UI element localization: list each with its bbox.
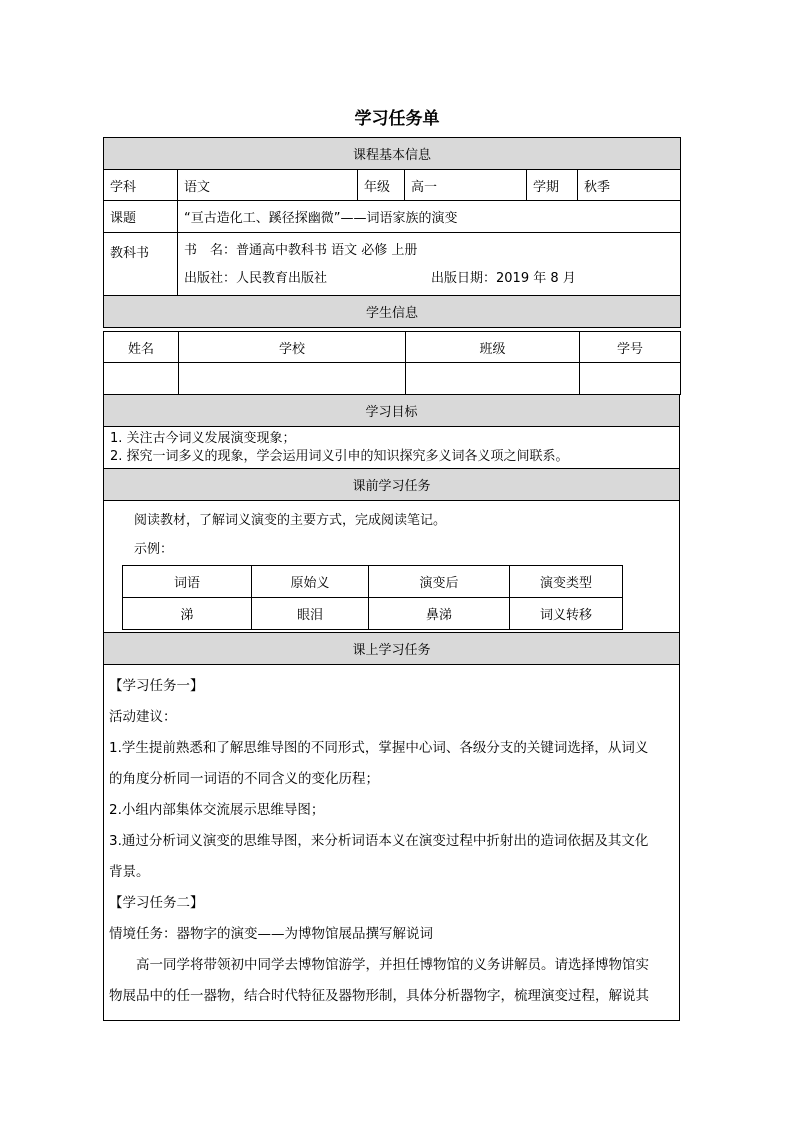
example-original: 眼泪: [252, 598, 369, 630]
example-word: 涕: [123, 598, 252, 630]
goal-item: 2. 探究一词多义的现象，学会运用词义引申的知识探究多义词各义项之间联系。: [110, 448, 569, 464]
pre-class-content: [104, 501, 680, 633]
grade-value: 高一: [405, 170, 527, 201]
scenario-paragraph-b: 物展品中的任一器物，结合时代特征及器物形制，具体分析器物字，梳理演变过程，解说其: [109, 988, 649, 1004]
example-header-word: 词语: [123, 566, 252, 598]
example-header-type: 演变类型: [510, 566, 623, 598]
in-class-content: [104, 665, 680, 1021]
course-info-header: 课程基本信息: [104, 138, 681, 170]
col-student-id: 学号: [580, 332, 681, 363]
student-id-input-cell[interactable]: [580, 363, 681, 395]
task1-title: 【学习任务一】: [109, 678, 204, 694]
task2-title: 【学习任务二】: [109, 895, 204, 911]
example-header-original: 原始义: [252, 566, 369, 598]
subject-label: 学科: [104, 170, 178, 201]
publisher-row: [184, 265, 674, 293]
publisher: 出版社：人民教育出版社: [184, 271, 328, 286]
goal-item: 1. 关注古今词义发展演变现象；: [110, 430, 296, 446]
publish-date: 出版日期：2019 年 8 月: [431, 271, 576, 286]
example-evolved: 鼻涕: [369, 598, 510, 630]
activity-item-3b: 背景。: [109, 864, 150, 880]
activity-item-3a: 3.通过分析词义演变的思维导图，来分析词语本义在演变过程中折射出的造词依据及其文化: [109, 833, 649, 849]
example-header-evolved: 演变后: [369, 566, 510, 598]
example-type: 词义转移: [510, 598, 623, 630]
page-title: 学习任务单: [354, 109, 440, 129]
book-name: 书 名：普通高中教科书 语文 必修 上册: [184, 243, 418, 258]
activity-item-2: 2.小组内部集体交流展示思维导图；: [109, 802, 325, 818]
textbook-info: [178, 233, 681, 296]
scenario-paragraph-a: 高一同学将带领初中同学去博物馆游学，并担任博物馆的义务讲解员。请选择博物馆实: [136, 957, 649, 973]
activity-item-1a: 1.学生提前熟悉和了解思维导图的不同形式，掌握中心词、各级分支的关键词选择，从词义: [109, 740, 649, 756]
in-class-header: 课上学习任务: [104, 633, 680, 665]
term-value: 秋季: [578, 170, 681, 201]
goals-table: [103, 394, 680, 1021]
student-info-table: [103, 331, 681, 395]
example-label: 示例：: [134, 542, 174, 557]
scenario: 情境任务：器物字的演变——为博物馆展品撰写解说词: [109, 926, 433, 942]
grade-label: 年级: [358, 170, 405, 201]
pre-class-instruction: 阅读教材，了解词义演变的主要方式，完成阅读笔记。: [134, 513, 447, 528]
textbook-label: 教科书: [104, 233, 178, 296]
activity-label: 活动建议：: [109, 709, 177, 725]
task-sheet-table: [103, 137, 681, 328]
col-name: 姓名: [104, 332, 179, 363]
student-info-header: 学生信息: [104, 296, 681, 328]
term-label: 学期: [527, 170, 578, 201]
topic-value: “亘古造化工、蹊径探幽微”——词语家族的演变: [178, 201, 681, 233]
pre-class-header: 课前学习任务: [104, 469, 680, 501]
name-input-cell[interactable]: [104, 363, 179, 395]
example-table: [122, 565, 623, 630]
subject-value: 语文: [178, 170, 358, 201]
class-input-cell[interactable]: [406, 363, 580, 395]
activity-item-1b: 的角度分析同一词语的不同含义的变化历程；: [109, 771, 379, 787]
school-input-cell[interactable]: [179, 363, 406, 395]
topic-label: 课题: [104, 201, 178, 233]
goals-list: [104, 427, 680, 469]
col-class: 班级: [406, 332, 580, 363]
col-school: 学校: [179, 332, 406, 363]
goals-header: 学习目标: [104, 395, 680, 427]
